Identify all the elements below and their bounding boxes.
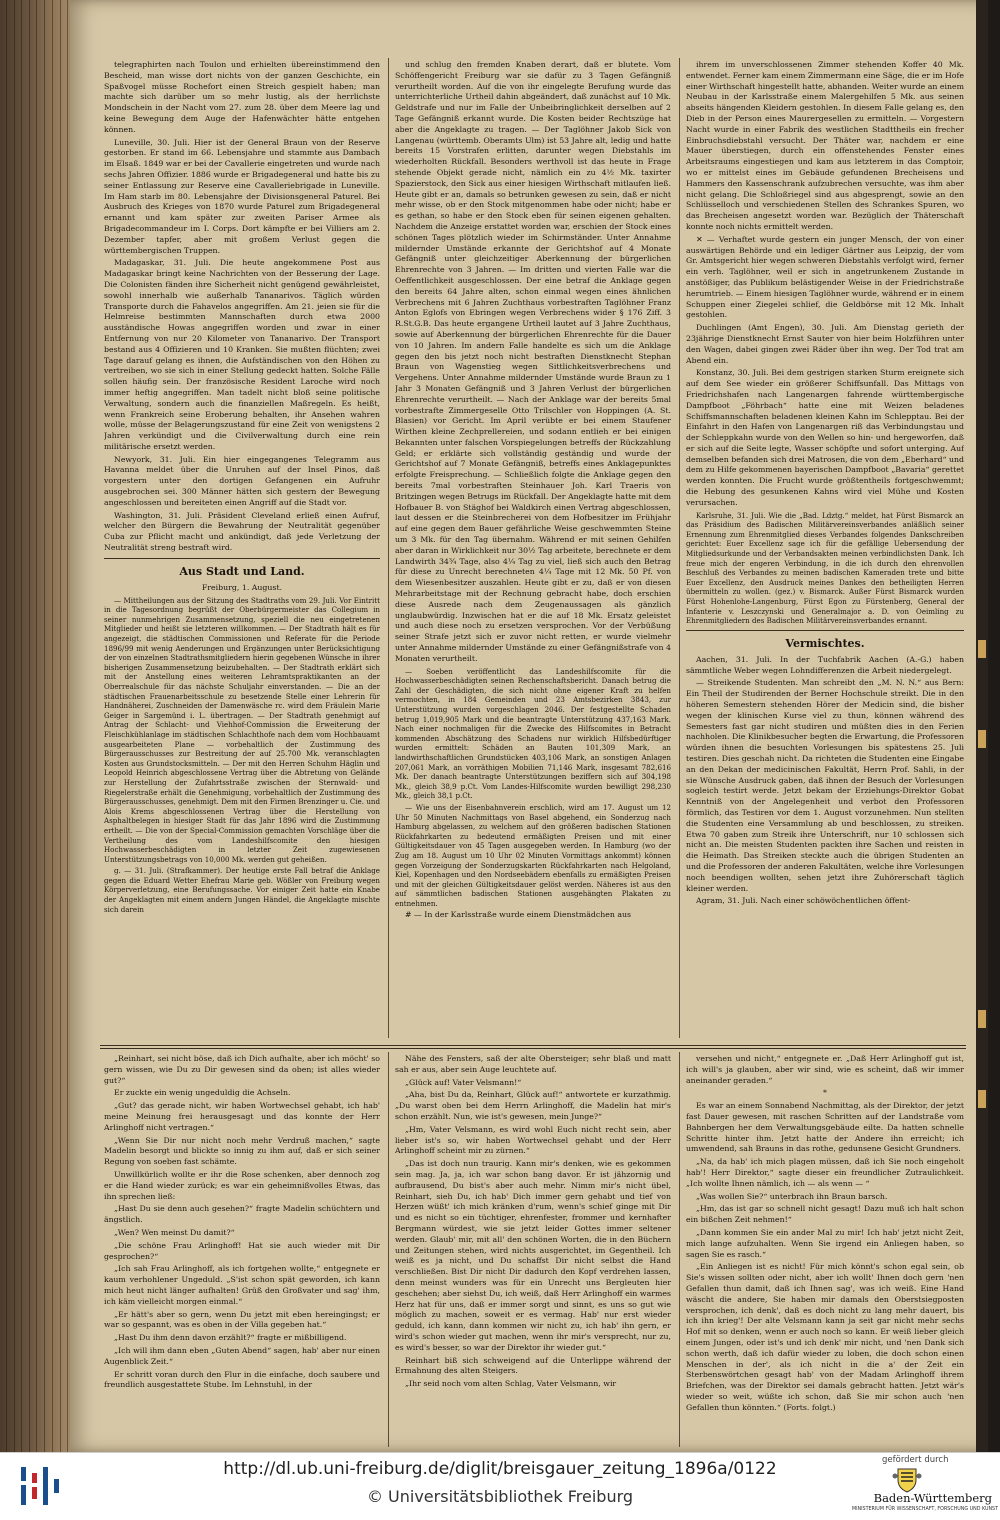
story-paragraph: „Wen? Wen meinst Du damit?“ xyxy=(114,1227,235,1237)
story-paragraph: „Die schöne Frau Arlinghoff! Hat sie auch wieder mit Dir gesprochen?“ xyxy=(104,1240,380,1261)
news-paragraph: — Soeben veröffentlicht das Landeshilfscomite für die Hochwasserbeschädigten seinen Rechenschaftsbericht. Danach betrug die Zahl der Geschädigten, die sich nicht ohne eigener Kraft zu helfen vermochten, in 184 Gemeinden und 23 Amtsbezirken 3843, zur Unterstützung wurden vorgeschlagen 2046. Der festgestellte Schaden betrug 1,019,905 Mark und die beantragte Unterstützung 437,163 Mark. Nach einer nochmaligen für die Zwecke des Hilfscomites in Betracht kommenden Abschätzung des Schadens nur wirklich Hilfsbedürftiger wurden ermittelt: Schäden an Bauten 101,309 Mark, an landwirthschaftlichen Grundstücken 403,106 Mark, an sonstigen Anlagen 207,061 Mark, an vorräthigen Mobilien 71,146 Mark, insgesamt 782,616 Mk. Der danach beantragte Unterstützungen beziffern sich auf 304,198 Mk., gleich 38,9 p.Ct. Vom Landes-Hilfscomite wurden bewilligt 298,230 Mk., gleich 38,1 p.Ct. xyxy=(395,666,671,801)
news-paragraph: ✕ — Verhaftet wurde gestern ein junger Mensch, der von einer auswärtigen Behörde und ein lediger Gärtner aus Leipzig, der vom Gr. Amtsgericht hier wegen schweren Diebstahls verfolgt wird, ferner ein verh. Taglöhner, weil er sich in angetrunkenem Zustande in anstößiger, das Publikum belästigender Weise in der Friedrichstraße herumtrieb. — Einem hiesigen Taglöhner wurde, während er in einem Schuppen einer Ziegelei schlief, die Geldbörse mit 12 Mk. Inhalt gestohlen. xyxy=(686,234,964,320)
scene-break: * xyxy=(823,1088,827,1098)
feuilleton-rule xyxy=(100,1045,966,1046)
news-paragraph: Konstanz, 30. Juli. Bei dem gestrigen starken Sturm ereignete sich auf dem See wieder ein größerer Schiffsunfall. Das Mittags von Friedrichshafen nach Langenargen fahrende württembergische Dampfboot „Föhrbach“ hatte eine mit Weizen beladenes Schiffsmannschaften beladenen kleinen Kahn im Schlepptau. Bei der Einfahrt in den Hafen von Langenargen riß das Verbindungstau und der Schleppkahn wurde von den Wellen so hin- und hergeworfen, daß er sich auf die Seite legte, Wasser schöpfte und sofort unterging. Auf demselben befanden sich drei Matrosen, die von dem „Eberhard“ und dem zu Hilfe gekommenen bayerischen Dampfboot „Bavaria“ gerettet werden konnten. Die Frucht wurde größtentheils fortgeschwemmt; die Hebung des gesunkenen Kahns wird viel Mühe und Kosten verursachen. xyxy=(686,368,964,507)
column-1 xyxy=(104,60,380,1035)
story-paragraph: „Hast Du sie denn auch gesehen?“ fragte Madelin schüchtern und ängstlich. xyxy=(104,1204,380,1225)
story-paragraph: „Ich sah Frau Arlinghoff, als ich fortgehen wollte,“ entgegnete er kaum verhohlener Ungeduld. „S'ist schon spät geworden, ich kann mich heut nicht länger aufhalten! Grüß den Großvater und sag' ihm, ich käm vielleicht morgen einmal.“ xyxy=(104,1264,380,1306)
funding-logo-block xyxy=(852,1455,999,1519)
news-paragraph: und schlug den fremden Knaben derart, daß er blutete. Vom Schöffengericht Freiburg war sie dafür zu 3 Tagen Gefängniß verurtheilt worden. Auf die von ihr eingelegte Berufung wurde das unterrichterliche Urtheil dahin abgeändert, daß zunächst auf 10 Mk. Geldstrafe und nur im Falle der Unbeibringlichkeit derselben auf 2 Tage Gefängniß erkannt wurde. Die Kosten beider Rechtszüge hat aber die Angeklagte zu tragen. — Der Taglöhner Jakob Sick von Langenau (württemb. Oberamts Ulm) ist 53 Jahre alt, ledig und hatte bereits 15 Vorstrafen erlitten, darunter wegen Diebstahls im wiederholten Rückfall. Besonders werthvoll ist das heute in Frage stehende Objekt gerade nicht, nämlich ein zu 4½ Mk. taxirter Spazierstock, den Sick aus einer hiesigen Wirthschaft mitlaufen ließ. Heute gibt er an, damals so betrunken gewesen zu sein, daß er nicht mehr wisse, ob er den Stock mitgenommen habe oder nicht; habe er es gethan, so habe er den Stock eben für seinen eigenen gehalten. Nachdem die Anzeige erstattet worden war, erschien der Stock eines schönen Tages plötzlich wieder im Schirmständer. Unter Annahme mildernder Umstände erkannte der Gerichtshof auf 4 Monate Gefängniß unter gleichzeitiger Aberkennung der bürgerlichen Ehrenrechte von 3 Jahren. — Im dritten und vierten Falle war die Oeffentlichkeit ausgeschlossen. Der eine betraf die Anklage gegen den bereits 64 Jahre alten, schon einmal wegen eines ähnlichen Verbrechens mit 6 Jahren Zuchthaus vorbestraften Taglöhner Franz Anton Eglofs von Ebringen wegen Verbrechens wider § 176 Ziff. 3 R.St.G.B. Das heute ergangene Urtheil lautet auf 3 Jahre Zuchthaus, sowie auf Aberkennung der bürgerlichen Ehrenrechte für die Dauer von 10 Jahren. Im andern Falle handelte es sich um die Anklage gegen den bis jetzt noch nicht bestraften Dienstknecht Stephan Braun von Wagenstieg wegen Sittlichkeitsverbrechens und Vergehens. Unter Annahme mildernder Umstände wurde Braun zu 1 Jahr 3 Monaten Gefängniß und 3 Jahren Verlust der bürgerlichen Ehrenrechte verurtheilt. — Nach der Anklage war der bereits 5mal vorbestrafte Zimmergeselle Otto Trilschler von Hoppingen (A. St. Blasien) vor Gericht. Im April verübte er bei einem Staufener Wirthen kleine Zechprellereien, und sodann entlieh er bei einigen Bekannten unter falschen Vorspiegelungen betreffs der Rückzahlung Geld; er erklärte sich vollständig geständig und wurde der Gerichtshof auf 7 Monate Gefängniß, betreffs eines Anklagepunktes erfolgte Freisprechung. — Schließlich folgte die Anklage gegen den bereits 7mal vorbestraften Steinhauer Joh. Karl Traeris von Britzingen wegen Betrugs im Rückfall. Der Angeklagte hatte mit dem Hofbauer B. von Stäghof bei Waldkirch einen Vertrag abgeschlossen, laut dessen er die Steinbrecherei von dem Hofbesitzer im Frühjahr auf eine gegen dem Bauer gefährliche Weise geschwemmten Steine um 3 Mk. für den Tag übernahm. Während er mit seinen Gehilfen aber daran in Wirklichkeit nur 30½ Tag arbeitete, berechnete er dem Landwirth 34¾ Tage, also 4¼ Tag zu viel, ließ sich auch den Betrag für diese zu Unrecht berechneten 4¼ Tage mit 12 Mk. 50 Pf. von dem Wiesenbesitzer auszahlen. Heute gibt er zu, daß er von diesen Mehrarbeitstage mit der Rechnung gebracht habe, doch erschien diese Ausrede nach dem Zeugenaussagen als gänzlich unglaubwürdig. Inzwischen hat er die auf 18 Mk. Ersatz geleistet und auch diese noch zu ersetzen versprochen. Vor der Verbüßung seiner Strafe jetzt sich er zuvor nicht retten, er wurde vielmehr unter Annahme mildernder Umstände zu einer Gefängnißstrafe von 4 Monaten verurtheilt. xyxy=(395,60,671,663)
news-paragraph: g. — 31. Juli. (Strafkammer). Der heutige erste Fall betraf die Anklage gegen die Eduard Wetter Ehefrau Marie geb. Wößler von Freiburg wegen Körperverletzung, eine Berufungssache. Vor einiger Zeit hatte ein Knabe der Angeklagten mit einem andern Jungen Händel, die Angeklagte mischte sich darein xyxy=(104,866,380,914)
story-paragraph: „Hm, das ist gar so schnell nicht gesagt! Dazu muß ich halt schon ein bißchen Zeit nehmen!“ xyxy=(686,1204,964,1225)
ub-freiburg-logo-icon xyxy=(18,1463,64,1509)
story-paragraph: „Dann kommen Sie ein ander Mal zu mir! Ich hab' jetzt nicht Zeit, mich lange aufzuhalten. Wenn Sie irgend ein Anliegen haben, so sagen Sie es rasch.“ xyxy=(686,1227,964,1259)
news-paragraph: Karlsruhe, 31. Juli. Wie die „Bad. Ldztg.“ meldet, hat Fürst Bismarck an das Präsidium des Badischen Militärvereinsverbandes anläßlich seiner Ernennung zum Ehrenmitglied dieses Verbandes folgendes Dankschreiben gerichtet: Euer Excellenz sage ich für die gefällige Uebersendung der Mitgliedsurkunde und der Verbandsakten meinen verbindlichsten Dank. Ich freue mich der engeren Verbindung, in die ich durch den ehrenvollen Beschluß des Verbandes zu meinen badischen Kameraden trete und bitte Euer Excellenz, den Ausdruck meines Dankes den betheiligten Herren übermitteln zu wollen. (gez.) v. Bismarck. Außer Fürst Bismarck wurden Fürst Hohenlohe-Langenburg, Fürst Egon zu Fürstenberg, General der Infanterie v. Leszczynski und Generalmajor a. D. von Oeimling zu Ehrenmitgliedern des Badischen Militärvereinsverbandes ernannt. xyxy=(686,510,964,626)
news-paragraph: Madagaskar, 31. Juli. Die heute angekommene Post aus Madagaskar bringt keine Nachrichten von der Besserung der Lage. Die Colonisten fänden ihre Sicherheit nicht genügend gewährleistet, sowohl innerhalb wie außerhalb Tananarivos. Täglich würden Transporte durch die Fahavelos angegriffen. Am 21. jeien sie für die Helmreise bestimmten Mannschaften durch etwa 2000 ausständische Howas angegriffen worden und zwar in einer Entfernung von nur 20 Kilometer von Tananarivo. Der Transport bestand aus 4 Offizieren und 10 Kranken. Sie mußten flüchten; zwei Tage darauf gelang es ihnen, die Aufständischen von den Höhen zu vertreiben, wo sie sich in einer Stellung gedeckt hatten. Solche Fälle sollen häufig sein. Der französische Resident Laroche wird noch immer heftig angegriffen. Man tadelt nicht bloß seine politische Verwaltung, sondern auch die finanziellen Maßregeln. Es heißt, wenn Frankreich seine Eroberung behalten, ihr Ansehen wahren wolle, müsse der Belagerungszustand für eine Zeit von wenigstens 2 Jahren verkündigt und die Civilverwaltung durch eine rein militärische ersetzt werden. xyxy=(104,258,380,451)
ministry-name: MINISTERIUM FÜR WISSENSCHAFT, FORSCHUNG UND KUNST xyxy=(852,1507,999,1512)
viewer-footer xyxy=(0,1452,1000,1520)
column-rule xyxy=(388,1052,389,1447)
story-paragraph: „Was wollen Sie?“ unterbrach ihn Braun barsch. xyxy=(696,1191,888,1201)
section-heading-misc: Vermischtes. xyxy=(785,636,865,650)
story-paragraph: „Er hätt's aber so gern, wenn Du jetzt mit eben hereingingst; er war so gespannt, was es oben in der Villa gegeben hat.“ xyxy=(104,1309,380,1330)
story-paragraph: „Reinhart, sei nicht böse, daß ich Dich aufhalte, aber ich möcht' so gern wissen, wie Du zu Dir gewesen sind da oben; ist alles wieder gut?“ xyxy=(104,1054,380,1085)
news-paragraph: — Wie uns der Eisenbahnverein erschlich, wird am 17. August um 12 Uhr 50 Minuten Nachmittags von Basel abgehend, ein Sonderzug nach Hamburg abgelassen, zu welchem auf den größeren badischen Stationen Rückfahrkarten zu bedeutend ermäßigten Preisen und mit einer Gültigkeitsdauer von 45 Tagen ausgegeben werden. In Hamburg (wo der Zug am 18. August um 10 Uhr 02 Minuten Vormittags ankommt) können gegen Vorzeigung der Sonderzugskarten Rückfahrkarten nach Helgoland, Kiel, Kopenhagen und den Nordseebädern ebenfalls zu ermäßigten Preisen und mit der gleichen Gültigkeitsdauer gelöst werden. Näheres ist aus den auf sämmtlichen badischen Stationen ausgehängten Plakaten zu entnehmen. xyxy=(395,802,671,908)
news-paragraph: # — In der Karlsstraße wurde einem Dienstmädchen aus xyxy=(405,910,632,920)
news-paragraph: Aachen, 31. Juli. In der Tuchfabrik Aachen (A.-G.) haben sämmtliche Weber wegen Lohndifferenzen die Arbeit niedergelegt. xyxy=(686,654,964,675)
story-paragraph: „Ein Anliegen ist es nicht! Für mich könnt's schon egal sein, ob Sie's wissen sollten oder nicht, aber ich wollt' Ihnen doch gern 'nen Gefallen thun damit, daß ich Ihnen sag', was ich weiß. Eine Hand wäscht die andere, Sie haben mir damals den Oberstsiegposten versprochen, ich denk', daß es doch nicht zu lang mehr dauert, bis ich ihn krieg'! Der alte Velsmann kann ja seit gar nicht mehr sechs Hof mit so denken, wenn er auch noch so kann. Er weiß lieber gleich einem Jungen, oder ist's und ich denk' mir nicht, und 'nen Dank sich schon werth, daß ich dafür wieder zu loben, die doch schon einen Menschen in der', als ich nicht in die a' der Zeit ein Sterbenswörtchen gesagt hab' von der Madam Arlinghoff ihrem Briefchen, was der Direktor sei damals gebracht hatten. Jetzt wär's wieder so weit, wüßte ich schon, daß Sie mir schon auch 'nen Gefallen thun könnten.“ (Forts. folgt.) xyxy=(686,1262,964,1412)
column-3 xyxy=(686,60,964,1035)
news-paragraph: Agram, 31. Juli. Nach einer schöwöchentlichen öffent- xyxy=(696,896,911,906)
copyright-notice: © Universitätsbibliothek Freiburg xyxy=(366,1487,634,1506)
story-paragraph: „Gut? das gerade nicht, wir haben Wortwechsel gehabt, ich hab' meine Meinung frei herausgesagt und das konnte der Herr Arlinghoff nicht vertragen.“ xyxy=(104,1101,380,1132)
section-heading-city: Aus Stadt und Land. xyxy=(179,564,305,578)
story-paragraph: Es war an einem Sonnabend Nachmittag, als der Direktor, der jetzt fast Dauer gewesen, mit raschen Schritten auf der Landstraße vom Bahnbergen her dem Verwaltungsgebäude eilte. Da hatten schnelle Schritte hinter ihm. Jetzt hatte der Andere ihn erreicht; ich umwendend, sah Brauns in das rothe, gedunsene Gesicht Grundners. xyxy=(686,1101,964,1154)
story-paragraph: Unwillkürlich wollte er ihr die Rose schenken, aber dennoch zog er die Hand wieder zurück; es war ein geheimnißvolles Etwas, das ihn sprechen ließ: xyxy=(104,1169,380,1201)
coat-of-arms-icon xyxy=(892,1466,922,1493)
story-paragraph: „Hm, Vater Velsmann, es wird wohl Euch nicht recht sein, aber lieber ist's so, wir haben Wortwechsel gehabt und der Herr Arlinghoff scheint mir zu zürnen.“ xyxy=(395,1124,671,1156)
news-paragraph: — Mittheilungen aus der Sitzung des Stadtraths vom 29. Juli. Vor Eintritt in die Tagesordnung begrüßt der Oberbürgermeister das Collegium in seiner nunmehrigen Zusammensetzung, speziell die neu eingetretenen Mitglieder und heißt sie letzteren willkommen. — Der Stadtrath hält es für angezeigt, die städtischen Commissionen und Referate für die Periode 1896/99 mit wenig Aenderungen und Ergänzungen unter Berücksichtigung der von einzelnen Stadtrathsmitgliedern hierin gegebenen Wünsche in ihrer bisherigen Zusammensetzung beizubehalten. — Der Stadtrath erklärt sich mit der Anstellung eines weiteren Lehramtspraktikanten an der Oberrealschule für das nächste Schuljahr einverstanden. — Die an der städtischen Frauenarbeitsschule zu besetzende Stelle einer Lehrerin für Handnäherei, Zuschneiden der Damenwäsche rc. wird dem Fräulein Marie Geiger in Sargemünd i. L. übertragen. — Der Stadtrath genehmigt auf Antrag der Schlacht- und Viehhof-Commission die Erweiterung der Fleischkühlanlage im städtischen Schlachthofe nach dem vom Hochbauamt ausgearbeiteten Plane — vorbehaltlich der Zustimmung des Bürgerausschusses zur Bestreitung der auf 25.700 Mk. veranschlagten Kosten aus Grundstocksmitteln. — Der mit den Herren Schuhm Häglin und Leopold Heinrich abgeschlossene Vertrag über die Abtretung von Gelände zur Herstellung der Zufahrtsstraße zwischen der Sternwald- und Riegelerstraße erhält die Genehmigung, vorbehaltlich der Zustimmung des Bürgerausschusses, genehmigt. Dem mit den Firmen Brenzinger u. Cie. und Alois Krems abgeschlossenen Vertrag über die Herstellung von Asphaltbelegen in hiesiger Stadt für das Jahr 1896 wird die Zustimmung ertheilt. — Die von der Special-Commission gemachten Vorschläge über die Vertheilung des vom Landeshilfscomite den hiesigen Hochwasserbeschädigten in letzter Zeit zugewiesenen Unterstützungsbetrags von 10,000 Mk. werden gut geheißen. xyxy=(104,595,380,864)
story-paragraph: „Ihr seid noch vom alten Schlag, Vater Velsmann, wir xyxy=(405,1379,617,1389)
page-right-edge xyxy=(976,0,988,1452)
story-paragraph: Er zuckte ein wenig ungeduldig die Achseln. xyxy=(114,1088,291,1098)
story-paragraph: Nähe des Fensters, saß der alte Obersteiger; sehr blaß und matt sah er aus, aber sein Auge leuchtete auf. xyxy=(395,1054,671,1074)
story-paragraph: „Glück auf! Vater Velsmann!“ xyxy=(405,1077,522,1087)
news-paragraph: Luneville, 30. Juli. Hier ist der General Braun von der Reserve gestorben. Er stand im 66. Lebensjahre und stammte aus Dambach im Elsaß. 1849 war er bei der Cavallerie eingetreten und wurde nach sechs Jahren Offizier. 1886 wurde er Brigadegeneral und hatte bis zu seiner Entlassung zur Reserve eine Cavalleriebrigade in Luneville. Im Ham starb im 80. Lebensjahre der Divisionsgeneral Paturel. Bei Ausbruch des Krieges von 1870 wurde Paturel zum Brigadegeneral ernannt und kam später zur zweiten Pariser Armee als Brigadecommandeur im I. Corps. Dort kämpfte er bei Villiers am 2. Dezember tapfer, aber mit großem Verlust gegen die württembergischen Truppen. xyxy=(104,137,380,255)
story-paragraph: „Ich will ihm dann eben „Guten Abend“ sagen, hab' aber nur einen Augenblick Zeit.“ xyxy=(104,1345,380,1366)
column-2 xyxy=(395,60,671,1035)
news-paragraph: telegraphirten nach Toulon und erhielten übereinstimmend den Bescheid, man wisse dort nichts von der ganzen Geschichte, ein Spaßvogel müsse Rochefort einen Streich gespielt haben; man machte sich darüber um so mehr lustig, als der herrlichste Mondschein in der Nacht vom 27. zum 28. über dem Meere lag und keine Bewegung dem Auge der Hafenwächter hätte entgehen können. xyxy=(104,60,380,134)
book-page-edges xyxy=(0,0,75,1452)
dateline: Freiburg, 1. August. xyxy=(201,582,283,592)
feuilleton-column-1 xyxy=(104,1054,380,1446)
state-name: Baden-Württemberg xyxy=(873,1491,992,1505)
column-rule xyxy=(679,58,680,1038)
news-paragraph: ihrem im unverschlossenen Zimmer stehenden Koffer 40 Mk. entwendet. Ferner kam einem Zimmermann eine Säge, die er im Hofe einer Wirthschaft hingestellt hatte, abhanden. Weiter wurde an einem Neubau in der Karlsstraße einem Malergehilfen 5 Mk. aus seinen abseits hängenden Kleidern gestohlen. In diesem Falle gelang es, den Dieb in der Person eines Maurergesellen zu ermitteln. — Vorgestern Nacht wurde in einer Fabrik des westlichen Stadttheils ein frecher Einbruchsdiebstahl versucht. Der Thäter war, nachdem er eine Mauer überstiegen, durch ein offenstehendes Fenster eines Arbeitsraums eingestiegen und kam aus letzterem in das Comptoir, wo er mittelst eines im Gebäude gefundenen Brecheisens und Hammers den Kassenschrank aufzubrechen versuchte, was ihm aber nicht gelang. Die Schloßriegel sind aus abgesprengt, sowie an den Schlüsselloch und verschiedenen Stellen des Schrankes Spuren, wo das Brecheisen angesetzt worden war. Bezüglich der Thäterschaft konnte noch nichts ermittelt werden. xyxy=(686,60,964,231)
story-paragraph: „Wenn Sie Dir nur nicht noch mehr Verdruß machen,“ sagte Madelin besorgt und blickte so innig zu ihm auf, daß er sich seiner Regung von soeben fast schämte. xyxy=(104,1135,380,1167)
section-divider xyxy=(104,558,380,559)
news-paragraph: Duchlingen (Amt Engen), 30. Juli. Am Dienstag gerieth der 23jährige Dienstknecht Ernst Sauter von hier beim Holzführen unter den Wagen, dabei gingen zwei Räder über ihn weg. Der Tod trat am Abend ein. xyxy=(686,323,964,365)
story-paragraph: versehen und nicht,“ entgegnete er. „Daß Herr Arlinghoff gut ist, ich will's ja glauben, aber wir sind, wie es scheint, daß wir immer aneinander geraden.“ xyxy=(686,1054,964,1085)
story-paragraph: „Das ist doch nun traurig. Kann mir's denken, wie es gekommen sein mag. Ja, ja, ich war schon bang davor. Er ist jähzornig und aufbrausend, Du bist's aber auch mehr. Nimm mir's nicht übel, Reinhart, sieh Du, ich hab' Dich immer gern gehabt und tief von Herzen wüßt' ich mich kränken d'rum, wenn's schief ginge mit Dir und es nicht so ein tüchtiger, ehrenfester, frommer und kernhafter Bergmann würdest, wie sie jetzt leider Gottes immer seltener werden. Glaub' mir, mit all' den schönen Worten, die in den Büchern und Zeitungen stehen, wird nichts ausgerichtet, im Gegentheil. Ich weiß es ja nicht, und Du schaffst Dir nicht selbst die Hand verschließen. Bist Dir nicht Dir dadurch den Kopf verdrehen lassen, denn meinst wunders was für ein Unrecht uns Bergleuten hier geschehen; aber siehst Du, ich weiß, daß Herr Arlinghoff ein warmes Herz hat für uns, daß er immer sorgt und sinnt, es uns so gut wie möglich zu machen, soweit er es vermag. Hab' nur erst wieder geduld, ich kann, dann kommen wir nicht zu, ich hab' ihn gern, er wird's schon wieder gut machen, wenn ihr mir's versprecht, nur zu, es wird's besser, so war der Direktor ihr wieder gut.“ xyxy=(395,1159,671,1352)
story-paragraph: Reinhart biß sich schweigend auf die Unterlippe während der Ermahnung des alten Steigers. xyxy=(395,1355,671,1376)
feuilleton-column-3 xyxy=(686,1054,964,1446)
news-paragraph: Newyork, 31. Juli. Ein hier eingegangenes Telegramm aus Havanna meldet über die Unruhen auf der Insel Pinos, daß vorgestern unter den dortigen Gefangenen ein Aufruhr ausgebrochen sei. 300 Männer hätten sich gestern der Bewegung angeschlossen und bereiteten einen Angriff auf die Stadt vor. xyxy=(104,454,380,507)
story-paragraph: „Aha, bist Du da, Reinhart, Glück auf!“ antwortete er kurzathmig. „Du warst oben bei dem Herrn Arlinghoff, die Madelin hat mir's schon erzählt. Nun, wie ist's gewesen, mein Junge?“ xyxy=(395,1090,671,1121)
story-paragraph: „Hast Du ihm denn davon erzählt?“ fragte er mißbilligend. xyxy=(114,1333,347,1343)
column-rule xyxy=(388,58,389,1038)
funded-by-label: gefördert durch xyxy=(882,1455,949,1465)
source-url[interactable]: http://dl.ub.uni-freiburg.de/diglit/breisgauer_zeitung_1896a/0122 xyxy=(223,1459,777,1479)
column-rule xyxy=(679,1052,680,1447)
feuilleton-rule xyxy=(100,1048,966,1049)
section-divider xyxy=(686,630,964,631)
newspaper-page xyxy=(70,0,988,1452)
feuilleton-column-2 xyxy=(395,1054,671,1446)
story-paragraph: „Na, da hab' ich mich plagen müssen, daß ich Sie noch eingeholt hab'! Herr Direktor,“ sagte dieser ein freundlicher Zutraulichkeit. „Ich wollte Ihnen nämlich, ich — als wenn — “ xyxy=(686,1157,964,1188)
story-paragraph: Er schritt voran durch den Flur in die einfache, doch saubere und freundlich ausgestattete Stube. Im Lehnstuhl, in der xyxy=(104,1369,380,1390)
news-paragraph: Washington, 31. Juli. Präsident Cleveland erließ einen Aufruf, welcher den Bürgern die Bewahrung der Neutralität gegenüber Cuba zur Pflicht macht und ankündigt, daß jede Verletzung der Neutralität streng bestraft wird. xyxy=(104,510,380,553)
news-paragraph: — Streikende Studenten. Man schreibt den „M. N. N.“ aus Bern: Ein Theil der Studirenden der Berner Hochschule streikt. Die in den höheren Semestern stehenden Hörer der Medicin sind, die bisher wegen der klinischen Kurse viel zu thun, können während des Semesters fast gar nicht studiren und müßten dies in den Ferien nachholen. Die Klinikbesucher begten die Erwartung, die Professoren würden ihnen die besuchten Vorlesungen bis spätestens 25. Juli testiren. Dies geschah nicht. Da richteten die Studenten eine Eingabe an den Dekan der medicinischen Fakultät, Herrn Prof. Sahli, in der sie Wünsche Ausdruck gaben, daß ihnen der Besuch der Vorlesungen sogleich testirt werde. Jetzt bekam der Erziehungs-Direktor Gobat Kenntniß von der Angelegenheit und verbot den Professoren förmlich, das Testiren vor dem 1. August vorzunehmen. Nun stellten die Studenten eine Versammlung ab und beschlossen, zu streiken. Etwa 70 gaben zum Streik ihre Unterschrift, nur 10 schlossen sich nicht an. Die meisten Studenten packten ihre Sachen und reisten in die Heimath. Das Streiken steckte auch die übrigen Studenten an und die Professoren der anderen Fakultäten, welche ihre Vorlesungen noch beendigen wollten, sehen jetzt ihre Zuhörerschaft täglich kleiner werden. xyxy=(686,678,964,893)
